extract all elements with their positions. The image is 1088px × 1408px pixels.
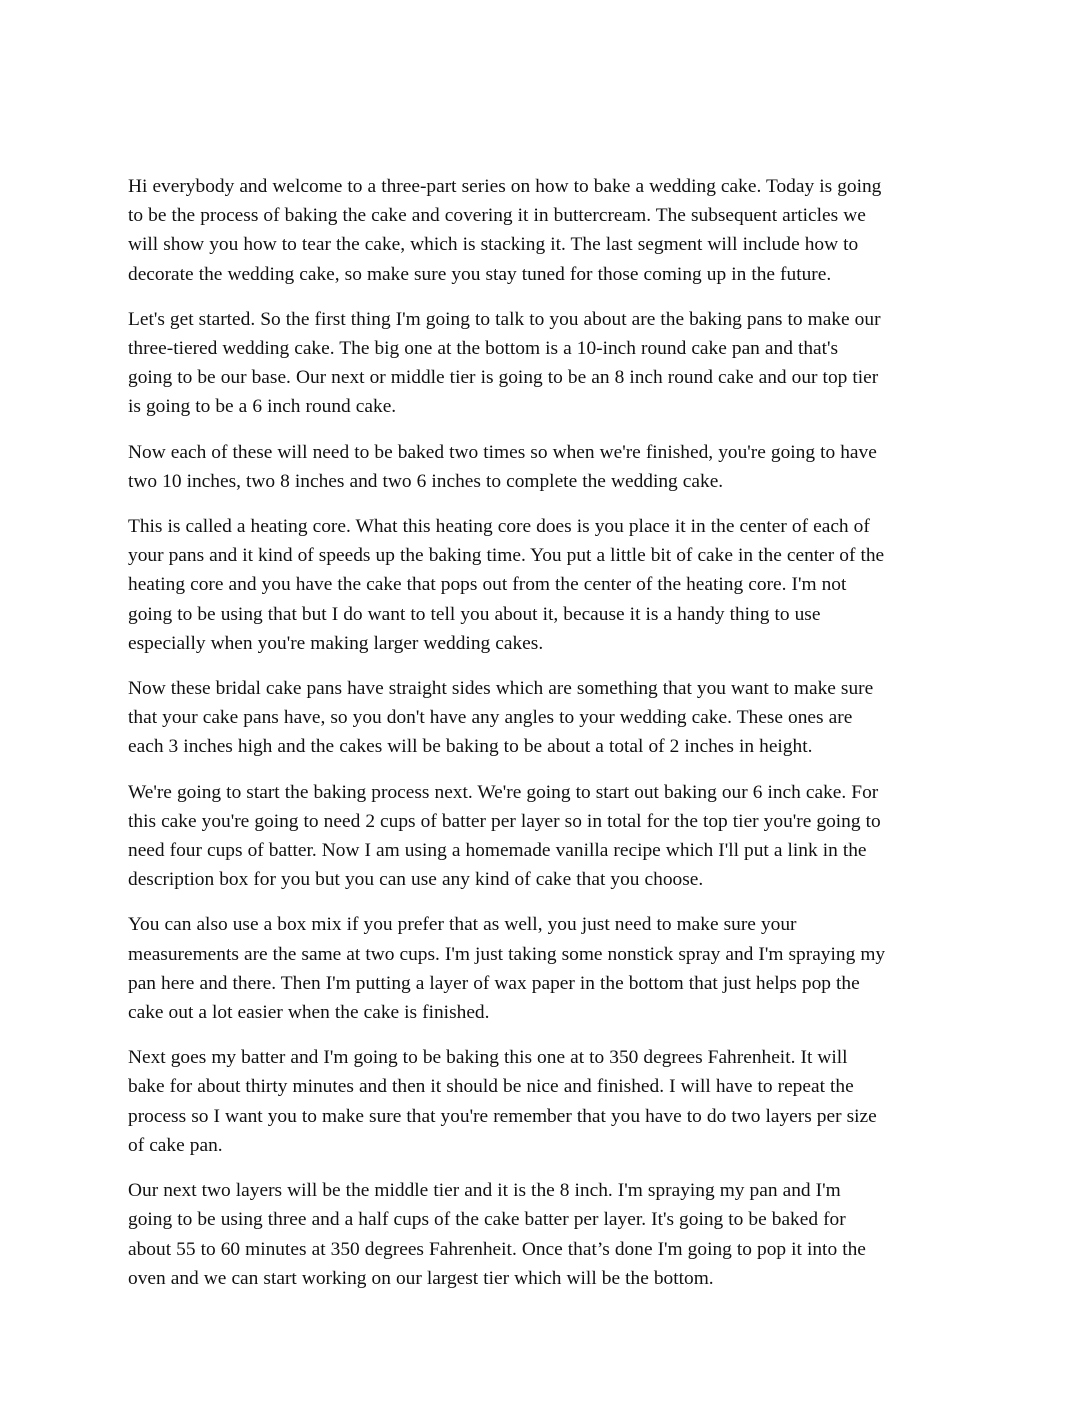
paragraph-intro: Hi everybody and welcome to a three-part series on how to bake a wedding cake. Today is going to be the process of baking the cake and covering it in buttercream. The subsequent articles we will show you how to tear the cake, which is stacking it. The last segment will include how to decorate the wedding cake, so make sure you stay tuned for those coming up in the future. bbox=[128, 176, 882, 285]
document-page bbox=[128, 172, 968, 1309]
paragraph-bake-twice: Now each of these will need to be baked two times so when we're finished, you're going to have two 10 inches, two 8 inches and two 6 inches to complete the wedding cake. bbox=[128, 441, 877, 492]
paragraph-middle-tier: Our next two layers will be the middle tier and it is the 8 inch. I'm spraying my pan and I'm going to be using three and a half cups of the cake batter per layer. It's going to be baked for about 55 to 60 minutes at 350 degrees Fahrenheit. Once that’s done I'm going to pop it into the oven and we can start working on our largest tier which will be the bottom. bbox=[128, 1180, 866, 1289]
paragraph-batter-oven: Next goes my batter and I'm going to be baking this one at to 350 degrees Fahrenheit. It will bake for about thirty minutes and then it should be nice and finished. I will have to repeat the process so I want you to make sure that you're remember that you have to do two layers per size of cake pan. bbox=[128, 1047, 877, 1156]
paragraph-six-inch-cake: We're going to start the baking process next. We're going to start out baking our 6 inch cake. For this cake you're going to need 2 cups of batter per layer so in total for the top tier you're going to need four cups of batter. Now I am using a homemade vanilla recipe which I'll put a link in the description box for you but you can use any kind of cake that you choose. bbox=[128, 781, 881, 891]
paragraph-heating-core: This is called a heating core. What this heating core does is you place it in the center of each of your pans and it kind of speeds up the baking time. You put a little bit of cake in the center of the heating core and you have the cake that pops out from the center of the heating core. I'm not going to be using that but I do want to tell you about it, because it is a handy thing to use especially when you're making larger wedding cakes. bbox=[128, 516, 885, 654]
paragraph-box-mix: You can also use a box mix if you prefer that as well, you just need to make sure your measurements are the same at two cups. I'm just taking some nonstick spray and I'm spraying my pan here and there. Then I'm putting a layer of wax paper in the bottom that just helps pop the cake out a lot easier when the cake is finished. bbox=[128, 914, 886, 1024]
paragraph-baking-pans: Let's get started. So the first thing I'm going to talk to you about are the baking pans to make our three-tiered wedding cake. The big one at the bottom is a 10-inch round cake pan and that's going to be our base. Our next or middle tier is going to be an 8 inch round cake and our top tier is going to be a 6 inch round cake. bbox=[128, 308, 881, 418]
paragraph-straight-sides: Now these bridal cake pans have straight sides which are something that you want to make sure that your cake pans have, so you don't have any angles to your wedding cake. These ones are each 3 inches high and the cakes will be baking to be about a total of 2 inches in height. bbox=[128, 678, 874, 758]
